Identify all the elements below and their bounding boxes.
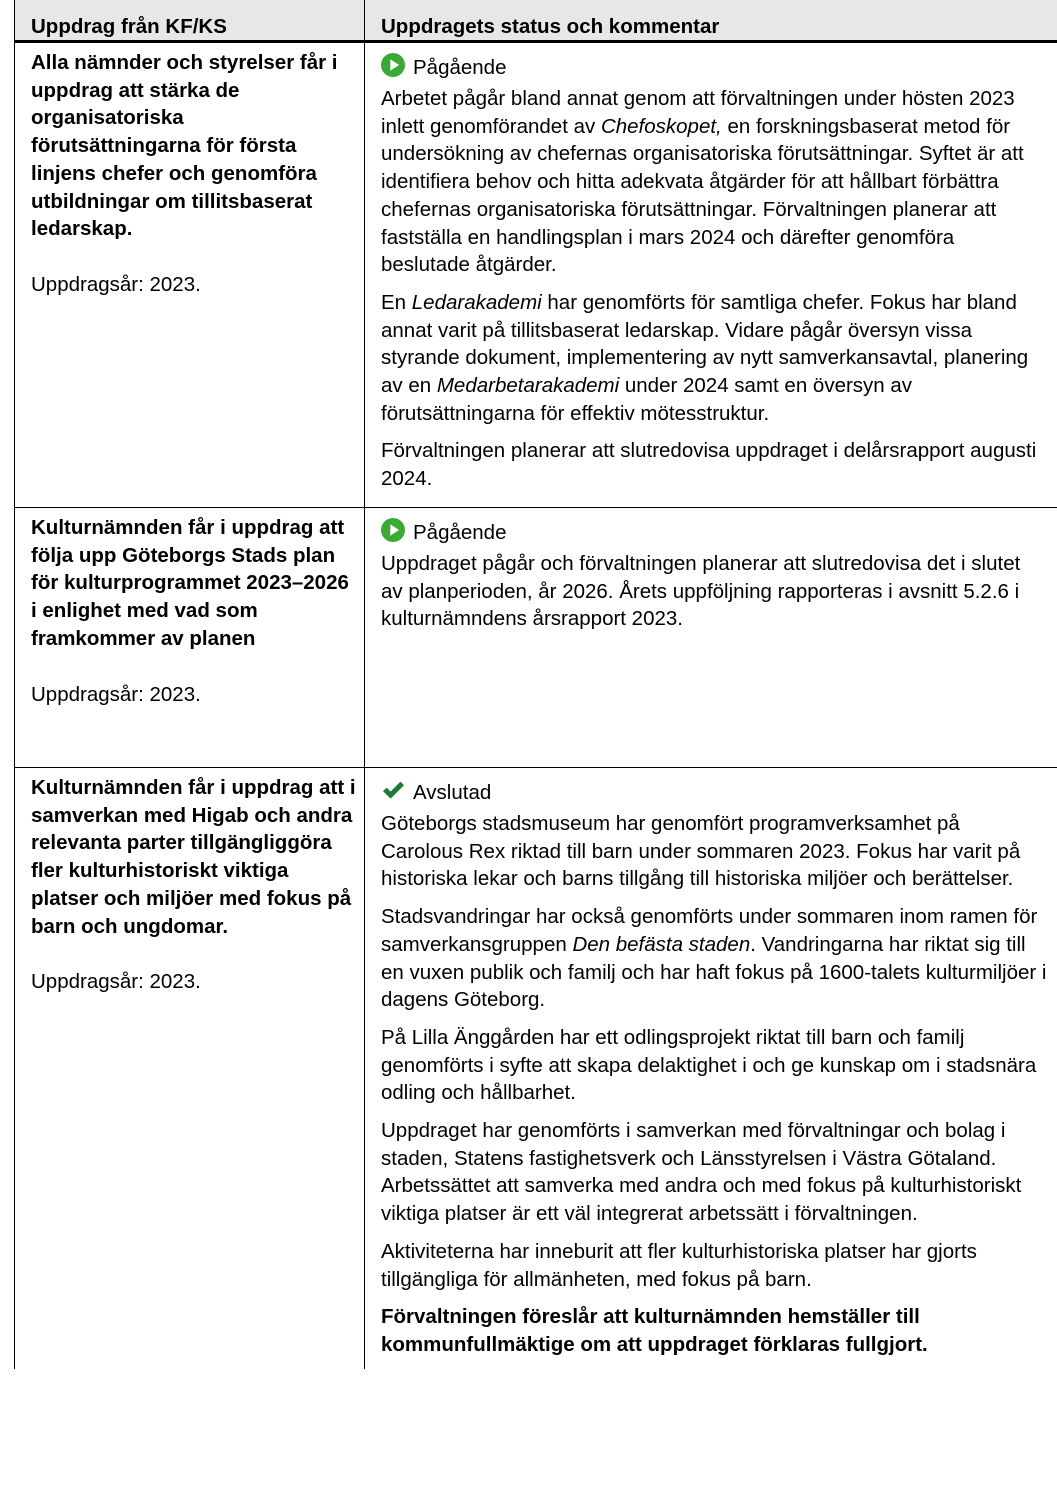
status-label: Pågående <box>413 56 507 79</box>
assignment-year: Uppdragsår: 2023. <box>31 970 201 994</box>
assignment-title: Alla nämnder och styrelser får i uppdrag att stärka de organisatoriska förutsättningarna för första linjens chefer och genomföra utbildningar om tillitsbaserat ledarskap. <box>31 51 338 241</box>
checkmark-icon <box>381 778 405 802</box>
status-cell <box>365 42 1057 508</box>
assignments-table <box>14 0 1057 1369</box>
assignment-cell <box>15 768 365 1369</box>
column-header-status: Uppdragets status och kommentar <box>365 0 1057 42</box>
comment-paragraph: Arbetet pågår bland annat genom att förvaltningen under hösten 2023 inlett genomförandet av Chefoskopet, en forskningsbaserat metod för undersökning av chefernas organisatoriska förutsättningar. Syftet är att identifiera behov och hitta adekvata åtgärder för att hållbart förbättra chefernas organisatoriska förutsättningar. Förvaltningen planerar att fastställa en handlingsplan i mars 2024 och därefter genomföra beslutade åtgärder. <box>381 87 1024 277</box>
status-label: Pågående <box>413 521 507 544</box>
comment-paragraph: Uppdraget har genomförts i samverkan med förvaltningar och bolag i staden, Statens fastighetsverk och Länsstyrelsen i Västra Götaland. Arbetssättet att samverka med andra och med fokus på kulturhistoriskt viktiga platser är ett väl integrerat arbetssätt i förvaltningen. <box>381 1119 1022 1226</box>
table-header-row <box>15 0 1057 42</box>
assignment-title: Kulturnämnden får i uppdrag att följa upp Göteborgs Stads plan för kulturprogrammet 2023–2026 i enlighet med vad som framkommer av planen <box>31 516 349 650</box>
table-row <box>15 768 1057 1369</box>
status-line <box>381 514 1047 546</box>
table-row <box>15 508 1057 768</box>
comment-paragraph: En Ledarakademi har genomförts för samtliga chefer. Fokus har bland annat varit på tillitsbaserat ledarskap. Vidare pågår översyn vissa styrande dokument, implementering av nytt samverkansavtal, planering av en Medarbetarakademi under 2024 samt en översyn av förutsättningarna för effektiv mötesstruktur. <box>381 290 1029 425</box>
assignment-cell <box>15 42 365 508</box>
assignment-cell <box>15 508 365 768</box>
play-circle-icon <box>381 53 405 77</box>
play-circle-icon <box>381 518 405 542</box>
comment-paragraph: Göteborgs stadsmuseum har genomfört programverksamhet på Carolous Rex riktad till barn under sommaren 2023. Fokus har varit på historiska lekar och barns tillgång till historiska miljöer och berättelser. <box>381 812 1021 891</box>
table-row <box>15 42 1057 508</box>
assignment-year: Uppdragsår: 2023. <box>31 272 201 296</box>
status-cell <box>365 508 1057 768</box>
comment-paragraph: På Lilla Änggården har ett odlingsprojekt riktat till barn och familj genomförts i syfte att skapa delaktighet i och ge kunskap om i stadsnära odling och hållbarhet. <box>381 1025 1037 1105</box>
status-label: Avslutad <box>413 781 492 804</box>
proposal-paragraph: Förvaltningen föreslår att kulturnämnden hemställer till kommunfullmäktige om att uppdraget förklaras fullgjort. <box>381 1305 928 1356</box>
status-line <box>381 49 1047 81</box>
assignment-title: Kulturnämnden får i uppdrag att i samverkan med Higab och andra relevanta parter tillgängliggöra fler kulturhistoriskt viktiga platser och miljöer med fokus på barn och ungdomar. <box>31 776 356 938</box>
comment-paragraph: Aktiviteterna har inneburit att fler kulturhistoriska platser har gjorts tillgängliga för allmänheten, med fokus på barn. <box>381 1239 977 1291</box>
status-line <box>381 774 1047 806</box>
assignment-year: Uppdragsår: 2023. <box>31 682 201 706</box>
column-header-assignment: Uppdrag från KF/KS <box>15 0 365 42</box>
status-cell <box>365 768 1057 1369</box>
comment-paragraph: Uppdraget pågår och förvaltningen planerar att slutredovisa det i slutet av planperioden, år 2026. Årets uppföljning rapporteras i avsnitt 5.2.6 i kulturnämndens årsrapport 2023. <box>381 552 1021 631</box>
comment-paragraph: Förvaltningen planerar att slutredovisa uppdraget i delårsrapport augusti 2024. <box>381 439 1037 491</box>
comment-paragraph: Stadsvandringar har också genomförts under sommaren inom ramen för samverkansgruppen Den befästa staden. Vandringarna har riktat sig till en vuxen publik och familj och har haft fokus på 1600-talets kulturmiljöer i dagens Göteborg. <box>381 905 1047 1012</box>
